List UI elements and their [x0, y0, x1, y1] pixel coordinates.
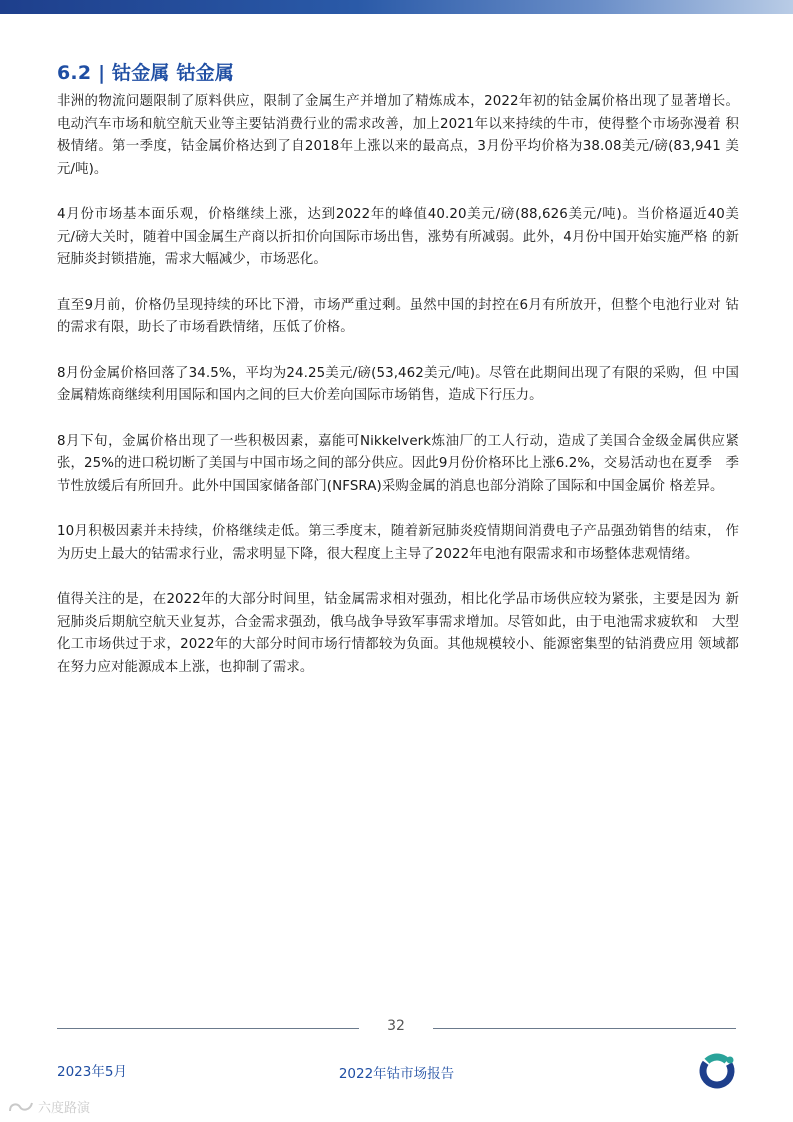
- watermark-logo-icon: [8, 1100, 34, 1114]
- paragraph: 值得关注的是，在2022年的大部分时间里，钴金属需求相对强劲，相比化学品市场供应较为紧张，主要是因为 新冠肺炎后期航空航天业复苏，合金需求强劲，俄乌战争导致军事需求增加。尽管如此，由于电池需求疲软和 大型化工市场供过于求，2022年的大部分时间市场行情都较为负面。其他规模较小、能源密集型的钴消费应用 领域都在努力应对能源成本上涨，也抑制了需求。: [57, 592, 739, 675]
- watermark: [8, 1097, 90, 1116]
- ring-logo-icon: [697, 1051, 737, 1091]
- paragraph: 直至9月前，价格仍呈现持续的环比下滑，市场严重过剩。虽然中国的封控在6月有所放开，但整个电池行业对 钴的需求有限，助长了市场看跌情绪，压低了价格。: [57, 297, 739, 335]
- footer-report-title: 2022年钴市场报告: [338, 1066, 455, 1082]
- footer-divider-left: [57, 1028, 359, 1029]
- paragraph: 非洲的物流问题限制了原料供应，限制了金属生产并增加了精炼成本，2022年初的钴金属价格出现了显著增长。 电动汽车市场和航空航天业等主要钴消费行业的需求改善，加上2021年以来持续的牛市，使得整个市场弥漫着 积极情绪。第一季度，钴金属价格达到了自2018年上涨以来的最高点，3月份平均价格为38.08美元/磅(83,941 美元/吨)。: [57, 94, 739, 177]
- paragraph: 4月份市场基本面乐观，价格继续上涨，达到2022年的峰值40.20美元/磅(88,626美元/吨)。当价格逼近40美 元/磅大关时，随着中国金属生产商以折扣价向国际市场出售，涨势有所减弱。此外，4月份中国开始实施严格 的新冠肺炎封锁措施，需求大幅减少，市场恶化。: [57, 207, 766, 267]
- paragraph: 8月下旬，金属价格出现了一些积极因素，嘉能可Nikkelverk炼油厂的工人行动，造成了美国合金级金属供应紧 张，25%的进口税切断了美国与中国市场之间的部分供应。因此9月份价格环比上涨6.2%，交易活动也在夏季 季节性放缓后有所回升。此外中国国家储备部门(NFSRA)采购金属的消息也部分消除了国际和中国金属价 格差异。: [57, 433, 753, 494]
- footer-date: 2023年5月: [57, 1064, 127, 1080]
- top-banner: [0, 0, 793, 14]
- page-number: 32: [387, 1018, 405, 1034]
- watermark-text: 六度路演: [38, 1101, 91, 1116]
- footer-divider-right: [433, 1028, 736, 1029]
- body-text: [57, 91, 766, 702]
- paragraph: 10月积极因素并未持续，价格继续走低。第三季度末，随着新冠肺炎疫情期间消费电子产品强劲销售的结束， 作为历史上最大的钴需求行业，需求明显下降，很大程度上主导了2022年电池有限需求和市场整体悲观情绪。: [57, 524, 739, 562]
- paragraph: 8月份金属价格回落了34.5%，平均为24.25美元/磅(53,462美元/吨)。尽管在此期间出现了有限的采购，但 中国金属精炼商继续利用国际和国内之间的巨大价差向国际市场销售，造成下行压力。: [57, 365, 739, 403]
- section-heading: 6.2 | 钴金属 钴金属: [57, 62, 235, 84]
